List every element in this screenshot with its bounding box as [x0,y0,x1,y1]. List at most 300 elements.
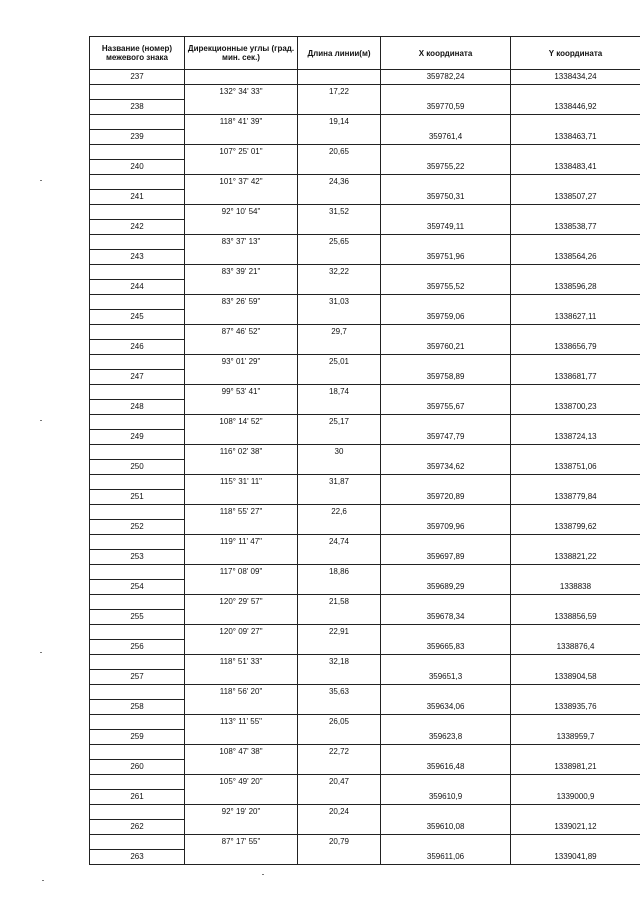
table-row-point [90,400,640,415]
point-x: 359623,8 [381,730,511,745]
table-row-point [90,370,640,385]
table-row-point [90,580,640,595]
point-x: 359759,06 [381,310,511,325]
segment-angle: 107° 25' 01" [185,145,298,160]
point-x: 359770,59 [381,100,511,115]
empty-cell [511,145,640,160]
point-name: 255 [90,610,185,625]
empty-cell [511,205,640,220]
point-x: 359709,96 [381,520,511,535]
empty-cell [298,700,381,715]
empty-cell [90,475,185,490]
segment-angle: 92° 10' 54" [185,205,298,220]
empty-cell [298,310,381,325]
empty-cell [298,70,381,85]
table-row-segment [90,295,640,310]
empty-cell [298,640,381,655]
empty-cell [90,355,185,370]
table-row-segment [90,535,640,550]
point-name: 254 [90,580,185,595]
point-x: 359760,21 [381,340,511,355]
segment-angle: 120° 09' 27" [185,625,298,640]
header-name: Название (номер) межевого знака [90,37,185,70]
empty-cell [381,115,511,130]
table-row-segment [90,415,640,430]
empty-cell [90,325,185,340]
empty-cell [298,130,381,145]
table-row-point [90,70,640,85]
point-name: 245 [90,310,185,325]
point-y: 1338446,92 [511,100,640,115]
table-row-segment [90,175,640,190]
boundary-coordinates-table [89,36,640,865]
table-row-segment [90,355,640,370]
segment-length: 24,36 [298,175,381,190]
empty-cell [298,820,381,835]
table-row-point [90,550,640,565]
table-row-segment [90,565,640,580]
point-y: 1338463,71 [511,130,640,145]
segment-length: 29,7 [298,325,381,340]
point-x: 359782,24 [381,70,511,85]
point-name: 239 [90,130,185,145]
empty-cell [90,565,185,580]
point-name: 260 [90,760,185,775]
empty-cell [90,505,185,520]
point-x: 359665,83 [381,640,511,655]
segment-length: 18,74 [298,385,381,400]
table-row-point [90,250,640,265]
empty-cell [511,835,640,850]
point-name: 243 [90,250,185,265]
point-y: 1338959,7 [511,730,640,745]
segment-angle: 92° 19' 20" [185,805,298,820]
table-row-segment [90,385,640,400]
empty-cell [298,100,381,115]
table-row-segment [90,85,640,100]
scan-speck [40,420,42,421]
point-y: 1338656,79 [511,340,640,355]
empty-cell [511,685,640,700]
empty-cell [298,580,381,595]
segment-length: 22,72 [298,745,381,760]
empty-cell [381,85,511,100]
empty-cell [90,745,185,760]
empty-cell [511,295,640,310]
empty-cell [381,265,511,280]
table-row-segment [90,625,640,640]
point-x: 359747,79 [381,430,511,445]
point-name: 240 [90,160,185,175]
empty-cell [511,235,640,250]
empty-cell [185,400,298,415]
table-row-point [90,730,640,745]
segment-length: 30 [298,445,381,460]
table-row-segment [90,685,640,700]
point-y: 1338821,22 [511,550,640,565]
point-name: 263 [90,850,185,865]
segment-length: 26,05 [298,715,381,730]
table-row-point [90,190,640,205]
point-name: 246 [90,340,185,355]
empty-cell [298,730,381,745]
empty-cell [298,760,381,775]
empty-cell [511,85,640,100]
segment-length: 20,65 [298,145,381,160]
point-y: 1338751,06 [511,460,640,475]
segment-angle: 87° 17' 55" [185,835,298,850]
empty-cell [298,160,381,175]
empty-cell [511,715,640,730]
empty-cell [185,700,298,715]
empty-cell [185,730,298,745]
point-x: 359616,48 [381,760,511,775]
empty-cell [185,580,298,595]
point-name: 253 [90,550,185,565]
empty-cell [185,670,298,685]
empty-cell [381,145,511,160]
empty-cell [185,610,298,625]
segment-length: 32,22 [298,265,381,280]
point-name: 241 [90,190,185,205]
point-name: 252 [90,520,185,535]
table-header-row [90,37,640,70]
empty-cell [90,685,185,700]
empty-cell [90,625,185,640]
empty-cell [511,535,640,550]
segment-length: 20,79 [298,835,381,850]
scan-speck [42,880,44,881]
empty-cell [298,790,381,805]
header-angle: Дирекционные углы (град. мин. сек.) [185,37,298,70]
empty-cell [298,250,381,265]
empty-cell [90,175,185,190]
point-name: 248 [90,400,185,415]
point-y: 1338904,58 [511,670,640,685]
point-y: 1338434,24 [511,70,640,85]
empty-cell [511,265,640,280]
table-row-point [90,160,640,175]
segment-angle: 132° 34' 33" [185,85,298,100]
empty-cell [381,235,511,250]
table-row-point [90,760,640,775]
point-y: 1339000,9 [511,790,640,805]
empty-cell [185,370,298,385]
empty-cell [511,355,640,370]
empty-cell [298,670,381,685]
segment-angle: 117° 08' 09" [185,565,298,580]
segment-length: 24,74 [298,535,381,550]
empty-cell [185,310,298,325]
point-x: 359758,89 [381,370,511,385]
empty-cell [90,265,185,280]
empty-cell [381,715,511,730]
empty-cell [298,340,381,355]
empty-cell [90,385,185,400]
point-x: 359697,89 [381,550,511,565]
empty-cell [185,640,298,655]
table-row-point [90,460,640,475]
empty-cell [185,850,298,865]
empty-cell [381,445,511,460]
table-row-point [90,610,640,625]
segment-angle: 118° 51' 33" [185,655,298,670]
table-row-segment [90,325,640,340]
empty-cell [381,595,511,610]
empty-cell [381,805,511,820]
empty-cell [185,520,298,535]
point-x: 359755,52 [381,280,511,295]
point-name: 256 [90,640,185,655]
empty-cell [511,775,640,790]
empty-cell [90,445,185,460]
header-y: Y координата [511,37,640,70]
empty-cell [298,430,381,445]
point-x: 359751,96 [381,250,511,265]
empty-cell [185,430,298,445]
point-x: 359749,11 [381,220,511,235]
table-row-point [90,340,640,355]
segment-angle: 119° 11' 47" [185,535,298,550]
point-x: 359634,06 [381,700,511,715]
table-row-point [90,280,640,295]
segment-angle: 118° 55' 27" [185,505,298,520]
point-y: 1338538,77 [511,220,640,235]
empty-cell [381,385,511,400]
point-x: 359610,9 [381,790,511,805]
empty-cell [511,745,640,760]
empty-cell [381,295,511,310]
table-row-segment [90,835,640,850]
table-row-point [90,220,640,235]
segment-angle: 120° 29' 57" [185,595,298,610]
segment-angle: 83° 37' 13" [185,235,298,250]
point-y: 1338507,27 [511,190,640,205]
point-name: 242 [90,220,185,235]
segment-length: 18,86 [298,565,381,580]
point-y: 1338596,28 [511,280,640,295]
empty-cell [185,160,298,175]
empty-cell [185,250,298,265]
empty-cell [90,655,185,670]
point-name: 258 [90,700,185,715]
point-y: 1338876,4 [511,640,640,655]
table-row-point [90,310,640,325]
table-row-point [90,100,640,115]
empty-cell [381,655,511,670]
segment-angle: 118° 56' 20" [185,685,298,700]
empty-cell [298,610,381,625]
segment-length: 32,18 [298,655,381,670]
empty-cell [185,550,298,565]
segment-length: 21,58 [298,595,381,610]
empty-cell [381,835,511,850]
segment-length: 22,6 [298,505,381,520]
segment-length: 31,87 [298,475,381,490]
table-row-segment [90,715,640,730]
table-row-segment [90,265,640,280]
empty-cell [298,520,381,535]
segment-length: 20,24 [298,805,381,820]
point-y: 1338483,41 [511,160,640,175]
table-row-point [90,520,640,535]
scan-speck [262,874,264,875]
table-row-segment [90,205,640,220]
point-name: 251 [90,490,185,505]
empty-cell [381,625,511,640]
point-y: 1338779,84 [511,490,640,505]
empty-cell [90,85,185,100]
segment-angle: 83° 39' 21" [185,265,298,280]
segment-angle: 115° 31' 11" [185,475,298,490]
empty-cell [511,595,640,610]
empty-cell [90,235,185,250]
empty-cell [511,805,640,820]
segment-angle: 108° 14' 52" [185,415,298,430]
empty-cell [185,460,298,475]
table-row-point [90,850,640,865]
empty-cell [185,100,298,115]
segment-angle: 118° 41' 39" [185,115,298,130]
empty-cell [185,190,298,205]
empty-cell [185,130,298,145]
empty-cell [511,655,640,670]
empty-cell [381,685,511,700]
point-y: 1338681,77 [511,370,640,385]
empty-cell [90,205,185,220]
scan-speck [40,652,42,653]
point-y: 1338564,26 [511,250,640,265]
table-row-point [90,820,640,835]
point-y: 1338935,76 [511,700,640,715]
table-row-segment [90,115,640,130]
segment-angle: 101° 37' 42" [185,175,298,190]
scan-speck [40,180,42,181]
empty-cell [185,490,298,505]
empty-cell [511,325,640,340]
point-name: 257 [90,670,185,685]
empty-cell [511,505,640,520]
table-row-segment [90,745,640,760]
table-row-point [90,670,640,685]
table-row-point [90,790,640,805]
empty-cell [90,775,185,790]
point-x: 359755,67 [381,400,511,415]
empty-cell [185,220,298,235]
segment-angle: 93° 01' 29" [185,355,298,370]
empty-cell [90,535,185,550]
segment-length: 31,52 [298,205,381,220]
segment-length: 31,03 [298,295,381,310]
point-x: 359689,29 [381,580,511,595]
point-name: 244 [90,280,185,295]
empty-cell [90,415,185,430]
point-y: 1338799,62 [511,520,640,535]
empty-cell [90,115,185,130]
segment-angle: 113° 11' 55" [185,715,298,730]
empty-cell [90,595,185,610]
point-x: 359734,62 [381,460,511,475]
empty-cell [381,355,511,370]
empty-cell [381,745,511,760]
point-name: 238 [90,100,185,115]
empty-cell [511,445,640,460]
table-row-segment [90,595,640,610]
empty-cell [298,850,381,865]
table-row-point [90,640,640,655]
segment-length: 17,22 [298,85,381,100]
empty-cell [381,565,511,580]
segment-length: 19,14 [298,115,381,130]
point-y: 1338856,59 [511,610,640,625]
point-x: 359611,06 [381,850,511,865]
empty-cell [298,460,381,475]
empty-cell [298,220,381,235]
segment-length: 25,17 [298,415,381,430]
table-row-segment [90,505,640,520]
empty-cell [298,550,381,565]
empty-cell [90,145,185,160]
empty-cell [511,175,640,190]
point-y: 1338724,13 [511,430,640,445]
point-x: 359678,34 [381,610,511,625]
point-y: 1339041,89 [511,850,640,865]
segment-angle: 99° 53' 41" [185,385,298,400]
table-row-point [90,490,640,505]
empty-cell [298,280,381,295]
empty-cell [381,505,511,520]
point-x: 359755,22 [381,160,511,175]
table-row-segment [90,655,640,670]
empty-cell [381,175,511,190]
point-name: 261 [90,790,185,805]
empty-cell [511,385,640,400]
point-x: 359761,4 [381,130,511,145]
point-y: 1338700,23 [511,400,640,415]
segment-length: 35,63 [298,685,381,700]
segment-angle: 87° 46' 52" [185,325,298,340]
empty-cell [185,70,298,85]
table-row-point [90,430,640,445]
empty-cell [90,295,185,310]
empty-cell [298,490,381,505]
empty-cell [381,205,511,220]
point-y: 1339021,12 [511,820,640,835]
empty-cell [90,835,185,850]
point-y: 1338838 [511,580,640,595]
table-row-point [90,130,640,145]
empty-cell [381,775,511,790]
segment-angle: 116° 02' 38" [185,445,298,460]
empty-cell [90,805,185,820]
empty-cell [381,475,511,490]
table-row-segment [90,235,640,250]
segment-length: 22,91 [298,625,381,640]
point-name: 259 [90,730,185,745]
table-body [90,70,640,865]
point-x: 359651,3 [381,670,511,685]
point-name: 262 [90,820,185,835]
empty-cell [185,280,298,295]
empty-cell [511,565,640,580]
segment-length: 20,47 [298,775,381,790]
empty-cell [185,820,298,835]
point-x: 359610,08 [381,820,511,835]
empty-cell [298,400,381,415]
segment-angle: 105° 49' 20" [185,775,298,790]
point-y: 1338981,21 [511,760,640,775]
empty-cell [298,370,381,385]
